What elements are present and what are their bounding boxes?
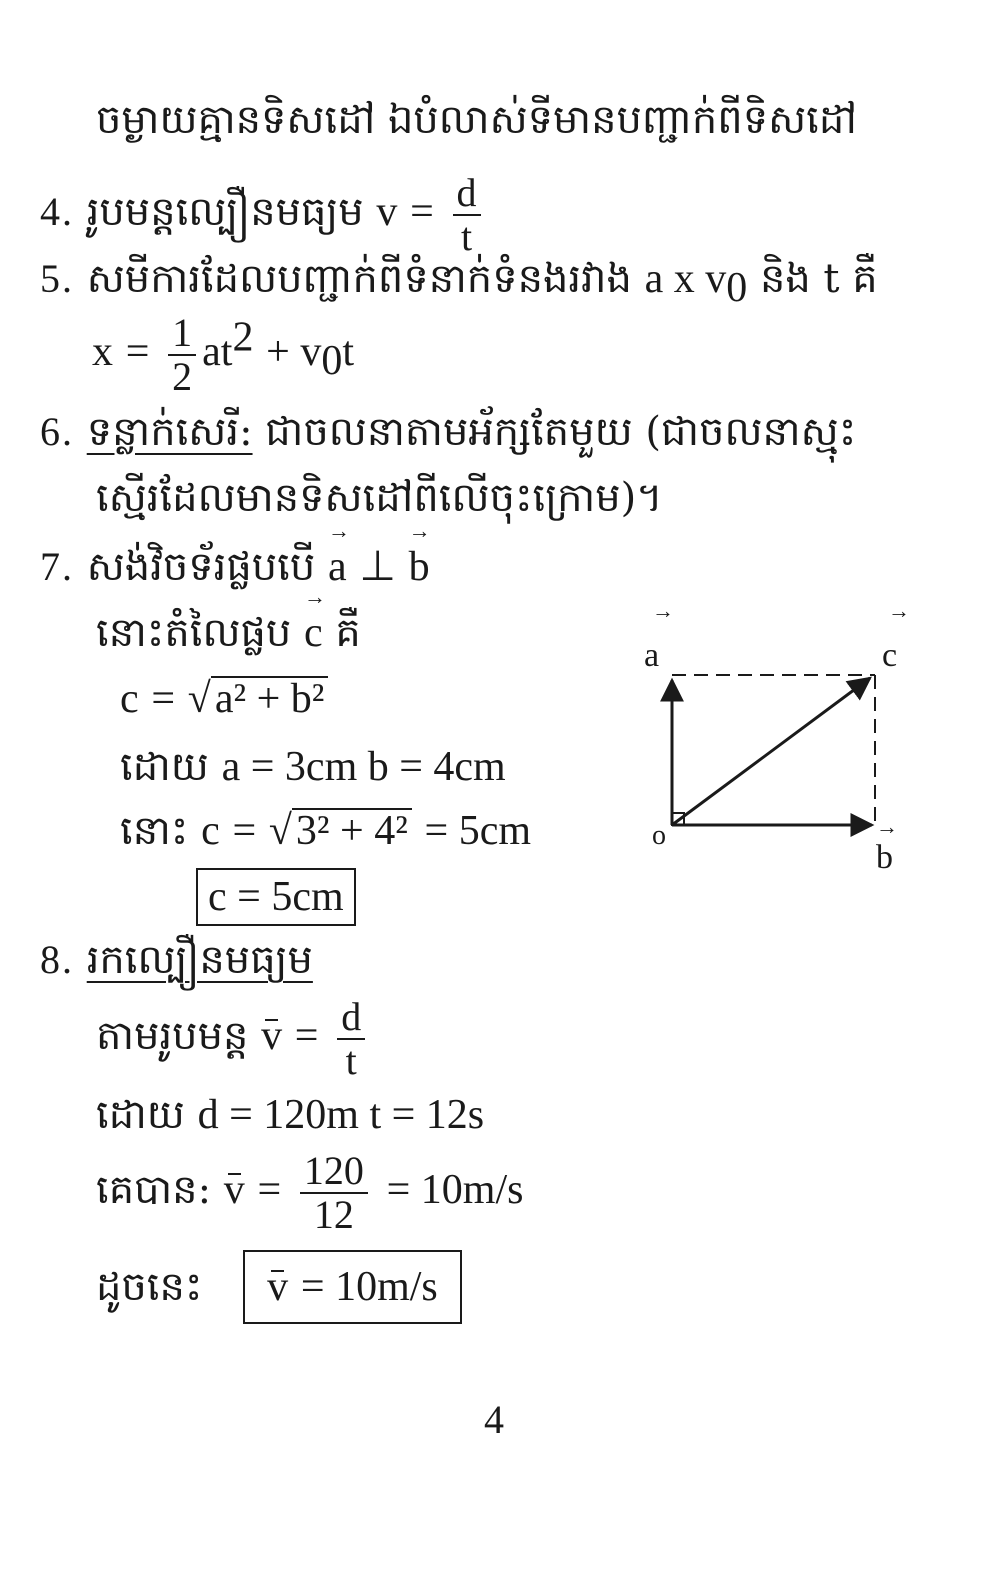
v-bar: v xyxy=(267,1264,289,1310)
calc-fraction xyxy=(300,1150,368,1236)
item-4 xyxy=(40,172,487,258)
formula-eq: = xyxy=(125,329,150,375)
boxed-answer: c = 5cm xyxy=(196,868,356,926)
v-bar: v xyxy=(223,1167,245,1213)
formula-fraction xyxy=(337,996,365,1082)
fraction-numerator: d xyxy=(453,172,481,216)
fraction-numerator: 120 xyxy=(300,1150,368,1194)
item-8-calculation xyxy=(96,1150,523,1236)
calc-eq: = xyxy=(257,1167,282,1213)
vector-c: → c xyxy=(304,612,323,654)
item-7-is: គឺ xyxy=(335,610,361,656)
perpendicular-symbol: ⊥ xyxy=(359,544,396,590)
item-5-vars: a x v xyxy=(644,256,727,302)
fraction-denominator: 2 xyxy=(172,354,193,399)
solution-result: = 5cm xyxy=(424,808,532,854)
item-6-number: 6. xyxy=(40,409,74,454)
vector-c-arrow xyxy=(672,678,870,825)
fraction-numerator: 1 xyxy=(168,312,196,356)
item-7-formula xyxy=(120,676,328,720)
sqrt-sign: √ xyxy=(187,676,211,722)
item-4-eq: = xyxy=(410,189,434,235)
fraction-numerator: d xyxy=(337,996,365,1040)
item-6-text-2: ស្មើរដែលមានទិសដៅពីលើចុះក្រោម)។ xyxy=(96,475,663,521)
by-formula: តាមរូបមន្ត xyxy=(96,1013,249,1059)
diagram-label-c: c xyxy=(882,637,898,674)
item-8-title: រកល្បឿនមធ្យម xyxy=(86,937,313,983)
v-bar: v xyxy=(261,1013,283,1059)
boxed-answer xyxy=(243,1250,462,1324)
boxed-value: = 10m/s xyxy=(300,1264,438,1310)
so-label: នោះ xyxy=(120,808,189,854)
diagram-label-a: a xyxy=(644,637,660,674)
vector-diagram xyxy=(630,600,960,890)
item-8-formula xyxy=(96,996,371,1082)
we-get: គេបាន: xyxy=(96,1167,212,1213)
arrow-over-a: → xyxy=(652,600,674,623)
item-7 xyxy=(40,546,430,588)
item-7-number: 7. xyxy=(40,544,74,589)
item-4-number: 4. xyxy=(40,189,74,234)
given-label: ដោយ xyxy=(96,1092,185,1138)
item-6 xyxy=(40,409,857,455)
item-5-sub: 0 xyxy=(726,265,748,311)
item-6-text-1: ជាចលនាតាមអ័ក្សតែមួយ (ជាចលនាស្មុះ xyxy=(265,409,857,455)
diagram-label-o: o xyxy=(652,820,666,851)
solution-eq: = xyxy=(232,808,257,854)
item-5-and: និង t គឺ xyxy=(759,256,878,302)
intro-line: ចម្ងាយគ្មានទិសដៅ ឯបំលាស់ទីមានបញ្ជាក់ពីទិសដៅ xyxy=(96,97,857,143)
formula-plus-v: + v xyxy=(266,329,322,375)
page-number: 4 xyxy=(484,1397,504,1442)
formula-sub: 0 xyxy=(321,338,343,384)
item-7-text: សង់វិចទ័រផ្លបបើ xyxy=(86,544,316,590)
item-7-given xyxy=(120,746,506,788)
formula-fraction xyxy=(168,312,196,398)
given-label: ដោយ xyxy=(120,744,209,790)
item-8 xyxy=(40,937,313,983)
item-4-text: រូបមន្តល្បឿនមធ្យម xyxy=(86,189,364,235)
formula-t: t xyxy=(342,329,355,375)
fraction-denominator: t xyxy=(460,214,473,259)
sqrt-radicand: 3² + 4² xyxy=(292,808,412,852)
item-8-given xyxy=(96,1094,484,1136)
item-5-formula xyxy=(92,312,354,398)
formula-eq: = xyxy=(151,676,176,722)
given-values: d = 120m t = 12s xyxy=(197,1092,485,1138)
solution-lhs: c xyxy=(201,808,220,854)
formula-at: at xyxy=(202,329,233,375)
formula-lhs: c xyxy=(120,676,139,722)
item-5-number: 5. xyxy=(40,256,74,301)
sqrt-sign: √ xyxy=(268,808,292,854)
item-4-fraction xyxy=(453,172,481,258)
given-values: a = 3cm b = 4cm xyxy=(221,744,506,790)
item-8-answer xyxy=(96,1250,462,1324)
vector-a: → a xyxy=(328,546,347,588)
item-4-lhs: v xyxy=(376,189,398,235)
formula-eq: = xyxy=(294,1013,319,1059)
diagram-label-b: b xyxy=(876,839,893,876)
item-7-solution xyxy=(120,808,531,852)
item-7-then xyxy=(96,612,361,654)
item-7-then-text: នោះតំលៃផ្លប xyxy=(96,610,292,656)
arrow-over-c: → xyxy=(888,600,910,623)
fraction-denominator: 12 xyxy=(313,1192,354,1237)
formula-square: 2 xyxy=(232,314,254,361)
therefore-label: ដូចនេះ xyxy=(96,1264,203,1310)
item-7-answer xyxy=(196,868,356,926)
item-8-number: 8. xyxy=(40,937,74,982)
item-5-text: សមីការដែលបញ្ជាក់ពីទំនាក់ទំនងរវាង xyxy=(86,256,632,302)
fraction-denominator: t xyxy=(345,1038,357,1083)
calc-result: = 10m/s xyxy=(386,1167,524,1213)
item-5 xyxy=(40,258,878,309)
vector-b: → b xyxy=(409,546,430,588)
arrow-over-b: → xyxy=(876,814,898,839)
formula-lhs: x xyxy=(92,329,113,375)
item-6-term: ទន្លាក់សេរី: xyxy=(86,409,253,455)
sqrt-radicand: a² + b² xyxy=(211,676,329,720)
